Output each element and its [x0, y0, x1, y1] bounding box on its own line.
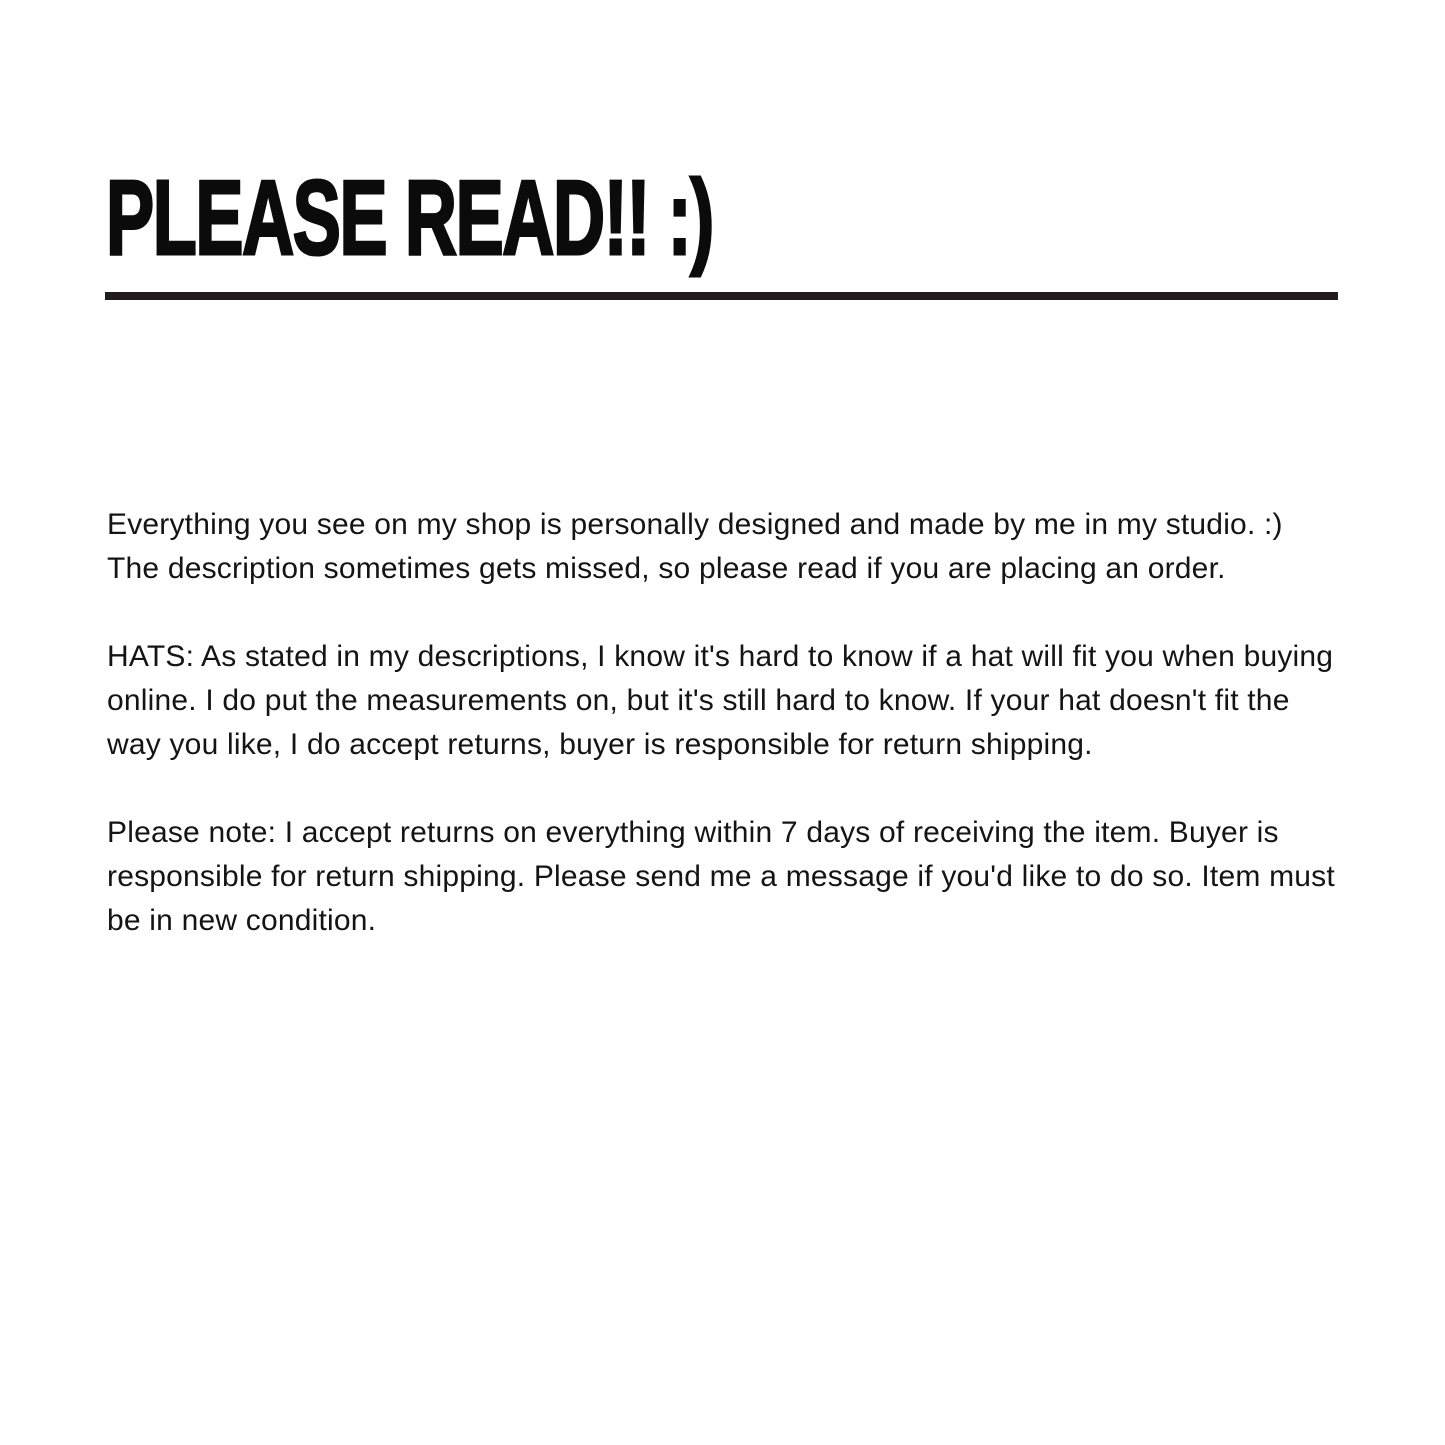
paragraph-shop-intro: Everything you see on my shop is personally designed and made by me in my studio. :) The description sometimes gets missed, so please read if you are placing an order. — [107, 508, 1283, 585]
title-underline-divider — [105, 292, 1338, 300]
paragraph-returns-policy: Please note: I accept returns on everything within 7 days of receiving the item. Buyer is responsible for return shipping. Please send me a message if you'd like to do so. Item must be in new condition. — [107, 816, 1335, 937]
notice-body — [107, 503, 1339, 943]
paragraph-hats-policy: HATS: As stated in my descriptions, I know it's hard to know if a hat will fit you when buying online. I do put the measurements on, but it's still hard to know. If your hat doesn't fit the way you like, I do accept returns, buyer is responsible for return shipping. — [107, 640, 1334, 761]
page-title: PLEASE READ!! :) — [106, 159, 713, 277]
